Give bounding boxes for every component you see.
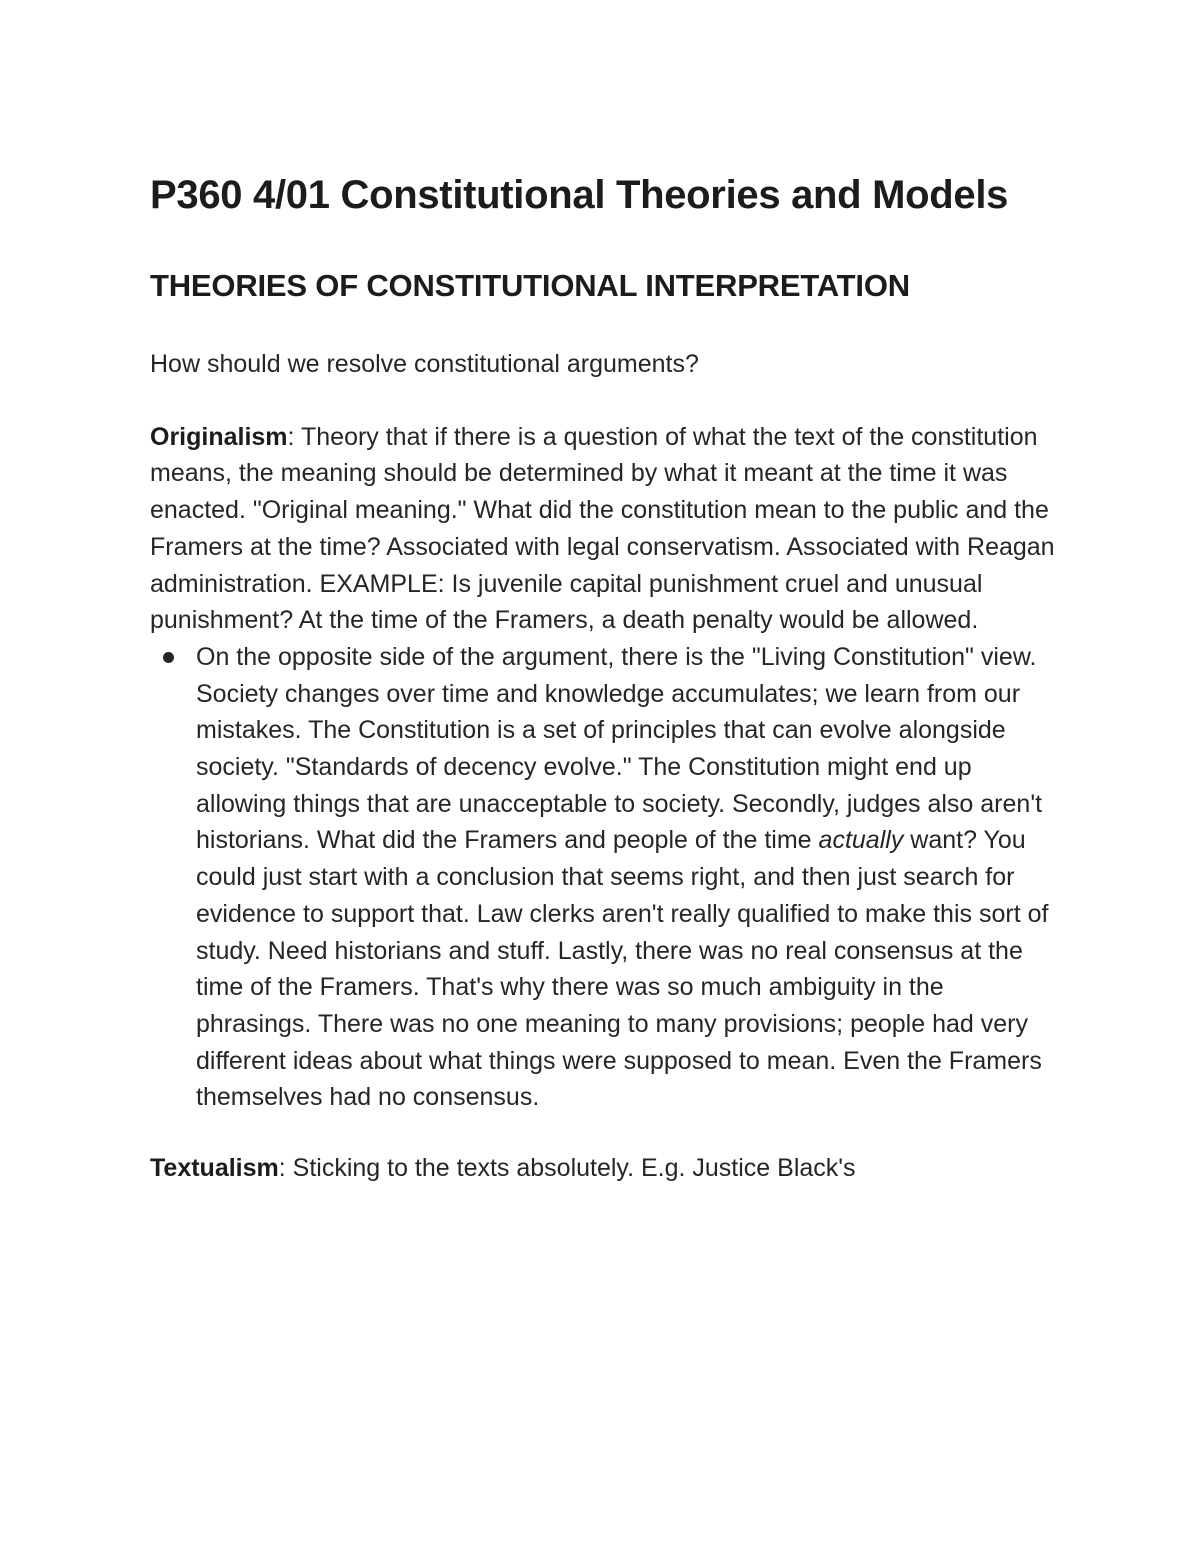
bullet-dot-icon — [163, 652, 174, 663]
originalism-paragraph — [150, 419, 1055, 639]
intro-question: How should we resolve constitutional arguments? — [150, 350, 699, 378]
living-constitution-bullet — [196, 639, 1055, 1116]
bullet-emphasis: actually — [818, 826, 904, 855]
originalism-definition: : Theory that if there is a question of what the text of the constitution means, the meaning should be determined by what it meant at the time it was enacted. "Original meaning." What did the constitution mean to the public and the Framers at the time? Associated with legal conservatism. Associated with Reagan administration. EXAMPLE: Is juvenile capital punishment cruel and unusual punishment? At the time of the Framers, a death penalty would be allowed. — [150, 422, 1055, 635]
textualism-paragraph — [150, 1150, 1055, 1187]
textualism-term: Textualism — [150, 1154, 279, 1183]
document-page — [150, 168, 1055, 1187]
originalism-term: Originalism — [150, 422, 288, 451]
bullet-text-before: On the opposite side of the argument, there is the "Living Constitution" view. Society changes over time and knowledge accumulates; we learn from our mistakes. The Constitution is a set of principles that can evolve alongside society. "Standards of decency evolve." The Constitution might end up allowing things that are unacceptable to society. Secondly, judges also aren't historians. What did the Framers and people of the time — [196, 642, 1043, 855]
section-heading: THEORIES OF CONSTITUTIONAL INTERPRETATION — [150, 268, 910, 303]
textualism-definition: : Sticking to the texts absolutely. E.g. Justice Black's — [278, 1154, 856, 1183]
bullet-list — [150, 639, 1055, 1116]
document-title: P360 4/01 Constitutional Theories and Models — [150, 173, 1009, 217]
bullet-text-after: want? You could just start with a conclusion that seems right, and then just search for evidence to support that. Law clerks aren't really qualified to make this sort of study. Need historians and stuff. Lastly, there was no real consensus at the time of the Framers. That's why there was so much ambiguity in the phrasings. There was no one meaning to many provisions; people had very different ideas about what things were supposed to mean. Even the Framers themselves had no consensus. — [196, 826, 1049, 1112]
